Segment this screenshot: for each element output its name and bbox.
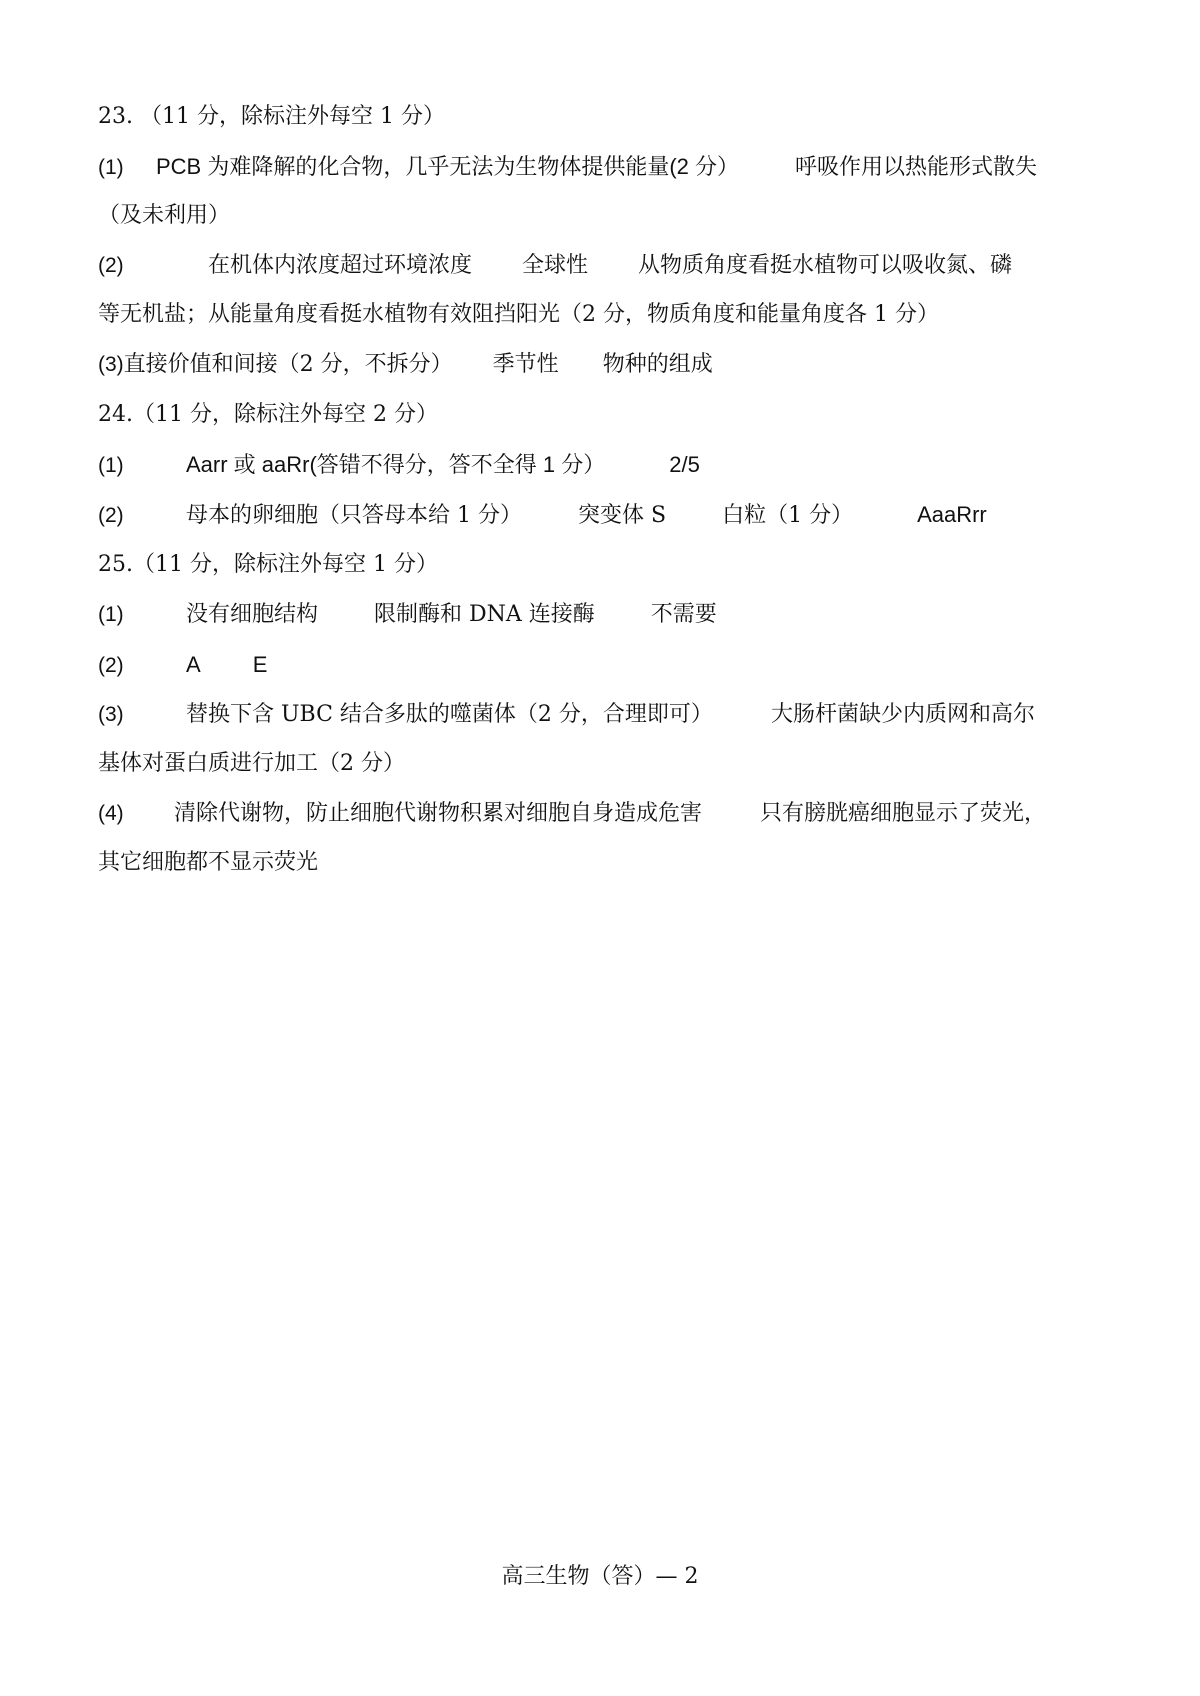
q25-part2 <box>98 650 1128 681</box>
q25-part3-answer2: 大肠杆菌缺少内质网和高尔 <box>770 702 1035 727</box>
q24-part1-answer2: 2/5 <box>669 452 700 477</box>
q23-part3-answer2: 季节性 <box>492 352 559 377</box>
q24-part2-answer4: AaaRrr <box>917 502 987 527</box>
q23-part2 <box>98 251 1128 281</box>
q25-part1-label: (1) <box>98 603 124 626</box>
q23-part1 <box>98 152 1128 183</box>
q23-part3 <box>98 350 1128 380</box>
q25-part4-answer1: 清除代谢物，防止细胞代谢物积累对细胞自身造成危害 <box>174 801 703 826</box>
q23-part1-label: (1) <box>98 156 124 179</box>
page-footer: 高三生物（答）— 2 <box>501 1564 699 1589</box>
q25-part3 <box>98 700 1128 730</box>
q23-part1-continuation: （及未利用） <box>98 203 231 228</box>
q24-part2 <box>98 500 1128 531</box>
q23-part2-answer3: 从物质角度看挺水植物可以吸收氮、磷 <box>638 253 1013 278</box>
q25-part1 <box>98 600 1128 630</box>
q24-header: 24.（11 分，除标注外每空 2 分） <box>98 402 438 427</box>
q24-part2-answer2: 突变体 S <box>578 503 667 528</box>
q25-part3-answer1: 替换下含 UBC 结合多肽的噬菌体（2 分，合理即可） <box>186 702 713 727</box>
q23-part3-answer3: 物种的组成 <box>602 352 713 377</box>
q23-part3-label: (3) <box>98 353 124 376</box>
q23-part2-answer2: 全球性 <box>522 253 589 278</box>
q25-part2-answer2: E <box>252 652 268 677</box>
q23-part2-answer1: 在机体内浓度超过环境浓度 <box>208 253 473 278</box>
q24-part1-label: (1) <box>98 454 124 477</box>
q25-part1-answer1: 没有细胞结构 <box>186 602 319 627</box>
q25-part2-label: (2) <box>98 654 124 677</box>
q24-part1 <box>98 450 1128 481</box>
q23-part2-label: (2) <box>98 254 124 277</box>
q25-part3-continuation: 基体对蛋白质进行加工（2 分） <box>98 751 405 776</box>
q25-header: 25.（11 分，除标注外每空 1 分） <box>98 552 438 577</box>
q25-part2-answer1: A <box>186 652 201 677</box>
q25-part4-answer2: 只有膀胱癌细胞显示了荧光， <box>760 801 1047 826</box>
q25-part4-continuation: 其它细胞都不显示荧光 <box>98 850 319 875</box>
q24-part1-answer1: Aarr 或 aaRr(答错不得分，答不全得 1 分） <box>186 452 606 477</box>
q24-part2-answer1: 母本的卵细胞（只答母本给 1 分） <box>186 503 522 528</box>
q25-part1-answer3: 不需要 <box>650 602 717 627</box>
q23-part1-answer2: 呼吸作用以热能形式散失 <box>795 155 1038 180</box>
q25-part4-label: (4) <box>98 802 124 825</box>
q23-part3-answer1: 直接价值和间接（2 分，不拆分） <box>123 352 453 377</box>
q23-header: 23. （11 分，除标注外每空 1 分） <box>98 104 445 129</box>
q25-part3-label: (3) <box>98 703 124 726</box>
q24-part2-answer3: 白粒（1 分） <box>722 503 854 528</box>
q25-part4 <box>98 799 1128 829</box>
q23-part2-continuation: 等无机盐；从能量角度看挺水植物有效阻挡阳光（2 分，物质角度和能量角度各 1 分） <box>98 302 939 327</box>
q24-part2-label: (2) <box>98 504 124 527</box>
q25-part1-answer2: 限制酶和 DNA 连接酶 <box>374 602 595 627</box>
q23-part1-answer1: PCB 为难降解的化合物，几乎无法为生物体提供能量(2 分） <box>156 154 740 179</box>
